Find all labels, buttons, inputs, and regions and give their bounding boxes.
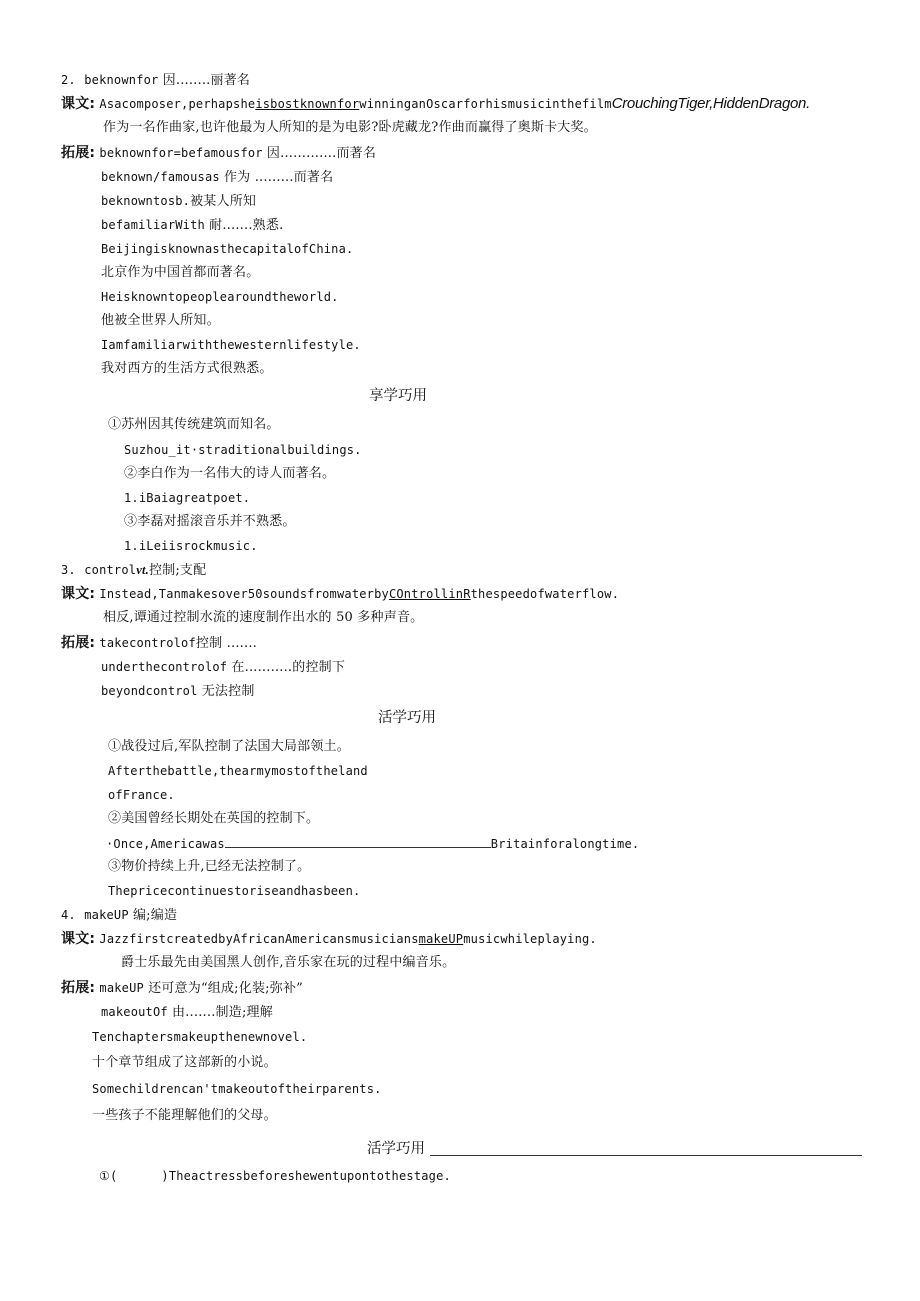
section-2-practice-heading: 享学巧用 — [369, 388, 427, 404]
section-2-example-1-en: BeijingisknownasthecapitalofChina. — [101, 242, 354, 256]
section-3-extension-2: underthecontrolof 在...........的控制下 — [101, 660, 346, 675]
tuozhan-label: 拓展: — [61, 980, 96, 996]
section-2-example: 课文: Asacomposer,perhapsheisbostknownforwinninganOscarforhismusicinthefilmCrouchingTiger,HiddenDragon. — [61, 95, 810, 112]
answer-blank[interactable] — [225, 835, 491, 848]
section-4-example-2-zh: 一些孩子不能理解他们的父母。 — [92, 1108, 277, 1123]
section-4-extension-1: makeoutOf 由.......制造;理解 — [101, 1005, 273, 1020]
section-2-extension-4: befamiliarWith 耐.......熟悉. — [101, 218, 284, 233]
section-4-example-2-en: Somechildrencan'tmakeoutoftheirparents. — [92, 1082, 382, 1096]
section-4-heading: 4. makeUP 编;编造 — [61, 908, 178, 923]
section-4-practice-1: ①( )Theactressbeforeshewentupontothestage. — [99, 1169, 451, 1183]
section-2-example-3-zh: 我对西方的生活方式很熟悉。 — [101, 361, 273, 376]
section-3-translation: 相反,谭通过控制水流的速度制作出水的 50 多种声音。 — [103, 610, 424, 625]
section-2-practice-2-en: 1.iBaiagreatpoet. — [124, 491, 251, 505]
section-4-example-1-zh: 十个章节组成了这部新的小说。 — [92, 1055, 277, 1070]
section-4-practice-heading: 活学巧用 — [367, 1141, 425, 1157]
section-4-example: 课文: JazzfirstcreatedbyAfricanAmericansmusiciansmakeUPmusicwhileplaying. — [61, 931, 597, 947]
section-3-example: 课文: Instead,Tanmakesover50soundsfromwaterbyCOntrollinRthespeedofwaterflow. — [61, 586, 620, 602]
section-3-heading: 3. controlvt.控制;支配 — [61, 563, 207, 578]
section-4-example-1-en: Tenchaptersmakeupthenewnovel. — [92, 1030, 308, 1044]
heading-rule — [430, 1155, 862, 1156]
section-3-practice-2-en: ·Once,Americawas Britainforalongtime. — [106, 837, 640, 851]
section-2-translation: 作为一名作曲家,也许他最为人所知的是为电影?卧虎藏龙?作曲而赢得了奥斯卡大奖。 — [103, 120, 597, 135]
section-2-heading: 2. beknownfor 因........丽著名 — [61, 73, 251, 88]
kewen-label: 课文: — [61, 96, 96, 112]
kewen-label: 课文: — [61, 931, 96, 947]
section-3-practice-3-zh: ③物价持续上升,已经无法控制了。 — [108, 859, 311, 874]
underlined-phrase: makeUP — [418, 932, 464, 946]
section-2-extension-1: 拓展: beknownfor=befamousfor 因.............而著名 — [61, 145, 377, 161]
section-2-example-1-zh: 北京作为中国首都而著名。 — [101, 265, 260, 280]
section-3-practice-1-en-a: Afterthebattle,thearmymostoftheland — [108, 764, 368, 778]
section-2-practice-2-zh: ②李白作为一名伟大的诗人而著名。 — [124, 466, 336, 481]
tuozhan-label: 拓展: — [61, 145, 96, 161]
section-4-translation: 爵士乐最先由美国黑人创作,音乐家在玩的过程中编音乐。 — [121, 955, 456, 970]
tuozhan-label: 拓展: — [61, 635, 96, 651]
section-3-extension-1: 拓展: takecontrolof控制 ....... — [61, 635, 257, 651]
section-2-practice-1-en: Suzhou_it·straditionalbuildings. — [124, 443, 362, 457]
section-3-practice-2-zh: ②美国曾经长期处在英国的控制下。 — [108, 811, 320, 826]
film-title: CrouchingTiger,HiddenDragon. — [611, 95, 810, 112]
section-2-practice-1-zh: ①苏州因其传统建筑而知名。 — [108, 417, 280, 432]
section-3-extension-3: beyondcontrol 无法控制 — [101, 684, 255, 699]
underlined-phrase: isbostknownfor — [255, 97, 360, 111]
kewen-label: 课文: — [61, 586, 96, 602]
section-2-example-2-zh: 他被全世界人所知。 — [101, 313, 220, 328]
section-3-practice-3-en: Thepricecontinuestoriseandhasbeen. — [108, 884, 361, 898]
section-2-extension-2: beknown/famousas 作为 .........而著名 — [101, 170, 334, 185]
section-3-practice-1-zh: ①战役过后,军队控制了法国大局部领土。 — [108, 739, 350, 754]
section-3-practice-1-en-b: ofFrance. — [108, 788, 175, 802]
section-4-extension-0: 拓展: makeUP 还可意为“组成;化装;弥补” — [61, 980, 303, 996]
section-2-extension-3: beknowntosb.被某人所知 — [101, 194, 257, 209]
section-2-example-3-en: Iamfamiliarwiththewesternlifestyle. — [101, 338, 361, 352]
underlined-phrase: COntrollinR — [388, 587, 471, 601]
section-2-practice-3-zh: ③李磊对摇滚音乐并不熟悉。 — [124, 514, 296, 529]
section-2-example-2-en: Heisknowntopeoplearoundtheworld. — [101, 290, 339, 304]
section-2-practice-3-en: 1.iLeiisrockmusic. — [124, 539, 258, 553]
section-3-practice-heading: 活学巧用 — [378, 710, 436, 726]
